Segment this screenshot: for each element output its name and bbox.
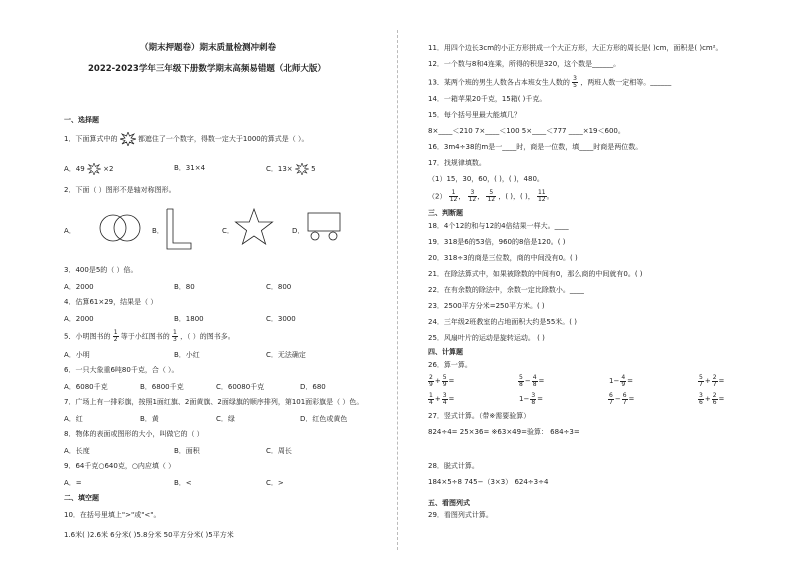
calc-expression: [698, 392, 725, 406]
fraction-denominator: 12: [449, 196, 458, 203]
question-27-items: 824÷4= 25×36= ※63×49=验算： 684÷3=: [428, 428, 580, 436]
operator: +: [704, 377, 711, 385]
fraction-denominator: 8: [531, 398, 536, 406]
calc-expression: [428, 392, 455, 406]
fraction-denominator: 9: [429, 380, 433, 388]
operator: =: [448, 395, 455, 403]
operator: =: [718, 395, 725, 403]
q1-option-a-text: A．49: [64, 165, 85, 173]
q5-option-a[interactable]: A．小明: [64, 351, 90, 359]
fraction-denominator: 6: [712, 398, 717, 406]
fraction: [530, 393, 536, 406]
fraction-denominator: 4: [442, 398, 447, 406]
operator: =: [627, 377, 634, 385]
q1-option-a-text-2: ×2: [103, 165, 114, 173]
q1-option-c-text-2: 5: [311, 165, 316, 173]
question-6: 6．一只大象重6吨80千克，合（ ）。: [64, 366, 179, 374]
question-17-part-2-label: （2）: [428, 192, 447, 201]
fraction-denominator: 8: [519, 380, 523, 388]
fraction: [712, 393, 718, 406]
fraction-numerator: 3: [442, 391, 447, 399]
fraction-denominator: 6: [699, 398, 703, 406]
operator: 1−: [519, 395, 530, 403]
fraction-numerator: 5: [486, 190, 496, 197]
q1-option-c-text: C．13×: [266, 165, 293, 173]
section-heading-picture: 五、看图列式: [428, 499, 470, 507]
q6-option-d[interactable]: D．680: [300, 383, 326, 391]
fraction-numerator: 5: [442, 373, 447, 381]
operator: =: [538, 377, 545, 385]
question-2: 2．下面（ ）图形不是轴对称图形。: [64, 186, 176, 194]
q2-option-c[interactable]: C．: [222, 227, 234, 235]
section-heading-judge: 三、判断题: [428, 209, 463, 217]
fraction-denominator: 3: [173, 336, 177, 343]
q8-option-a[interactable]: A．长度: [64, 447, 90, 455]
operator: −: [614, 395, 621, 403]
fraction-numerator: 3: [699, 391, 703, 399]
fraction-denominator: 5: [573, 82, 577, 89]
fraction-numerator: 3: [468, 190, 478, 197]
fraction-numerator: 5: [699, 373, 703, 381]
q5-option-c[interactable]: C．无法确定: [266, 351, 306, 359]
operator: =: [718, 377, 725, 385]
q9-option-c[interactable]: C．>: [266, 479, 284, 487]
q3-option-b[interactable]: B．80: [174, 283, 195, 291]
q3-option-c[interactable]: C．800: [266, 283, 292, 291]
fraction: [712, 375, 718, 388]
fraction-numerator: 4: [621, 373, 626, 381]
q4-option-c[interactable]: C．3000: [266, 315, 296, 323]
splat-icon: [120, 132, 136, 146]
question-12: 12．一个数与8和4连乘，所得的积是320，这个数是______。: [428, 60, 621, 68]
fraction-denominator: 9: [621, 380, 626, 388]
q9-option-a[interactable]: A．=: [64, 479, 82, 487]
fraction: [532, 375, 538, 388]
question-7: 7．广场上有一排彩旗，按照1面红旗、2面黄旗、2面绿旗的顺序排列，第101面彩旗是（ ）色。: [64, 398, 364, 406]
fraction: [172, 330, 178, 343]
section-heading-calc: 四、计算题: [428, 348, 463, 356]
question-5-text-b: 等于小红图书的: [120, 332, 170, 341]
q4-option-b[interactable]: B．1800: [174, 315, 204, 323]
operator: +: [704, 395, 711, 403]
fraction: [442, 375, 448, 388]
question-15-items: 8×____＜210 7×____＜100 5×____＜777 ____×19＜600。: [428, 127, 625, 135]
operator: +: [434, 377, 441, 385]
question-15: 15．每个括号里最大能填几？: [428, 111, 521, 119]
q5-option-b[interactable]: B．小红: [174, 351, 200, 359]
fraction-denominator: 12: [537, 196, 546, 203]
question-1-text-b: 都遮住了一个数字，得数一定大于1000的算式是（ ）。: [137, 135, 309, 143]
q9-option-b[interactable]: B．<: [174, 479, 192, 487]
question-27: 27．竖式计算。（带※需要验算）: [428, 412, 531, 420]
question-28: 28．脱式计算。: [428, 462, 479, 470]
question-25: 25．风扇叶片的运动是旋转运动。 ( ): [428, 334, 545, 342]
fraction-numerator: 3: [531, 391, 536, 399]
fraction: [113, 330, 119, 343]
star-icon: [234, 207, 274, 247]
question-3: 3．400是5的（ ）倍。: [64, 266, 138, 274]
question-10-items: 1.6米( )2.6米 6分米( )5.8分米 50平方分米( )5平方米: [64, 531, 234, 539]
section-heading-choice: 一、选择题: [64, 116, 99, 124]
question-5-text-c: ，（ ）的图书多。: [180, 332, 235, 341]
l-shape-icon: [165, 207, 193, 251]
question-9: 9．64千克○640克，○内应填（ ）: [64, 462, 176, 470]
calc-expression: [608, 374, 634, 388]
fraction-numerator: 11: [537, 189, 546, 196]
two-circles-icon: [96, 208, 144, 248]
q7-option-d[interactable]: D．红色或黄色: [300, 415, 348, 423]
q2-option-d[interactable]: D．: [292, 227, 305, 235]
fraction: [537, 190, 547, 203]
q6-option-a[interactable]: A．6080千克: [64, 383, 108, 391]
fraction-denominator: 8: [532, 380, 537, 388]
q1-option-b[interactable]: B．31×4: [174, 164, 206, 172]
fraction-denominator: 4: [429, 398, 433, 406]
calc-expression: [518, 392, 544, 406]
question-22: 22．在有余数的除法中，余数一定比除数小。____: [428, 286, 584, 294]
question-1: [64, 132, 308, 146]
fraction-numerator: 4: [532, 373, 537, 381]
fraction: [698, 375, 704, 388]
operator: −: [524, 377, 531, 385]
q2-option-b[interactable]: B．: [152, 227, 164, 235]
fraction-denominator: 7: [609, 398, 613, 406]
question-29: 29．看图列式计算。: [428, 511, 493, 519]
operator: =: [537, 395, 544, 403]
page-title: （期末押题卷）期末质量检测冲刺卷: [140, 43, 277, 53]
fraction-numerator: 2: [429, 373, 433, 381]
question-11: 11．用四个边长3cm的小正方形拼成一个大正方形，大正方形的周长是( )cm，面积是( )cm²。: [428, 44, 723, 52]
q6-option-b[interactable]: B．6800千克: [140, 383, 184, 391]
question-13: [428, 76, 671, 89]
fraction-numerator: 1: [429, 391, 433, 399]
q6-option-c[interactable]: C．60080千克: [216, 383, 265, 391]
question-24: 24．三年级2班教室的占地面积大约是55米。( ): [428, 318, 577, 326]
question-17: 17．找规律填数。: [428, 159, 486, 167]
fraction-denominator: 9: [442, 380, 447, 388]
question-23: 23．2500平方分米=250平方米。( ): [428, 302, 545, 310]
q1-option-c[interactable]: [266, 163, 316, 175]
fraction-denominator: 7: [712, 380, 717, 388]
operator: =: [448, 377, 455, 385]
q4-option-a[interactable]: A．2000: [64, 315, 94, 323]
fraction-denominator: 7: [622, 398, 627, 406]
q1-option-a[interactable]: [64, 163, 114, 175]
question-10: 10．在括号里填上">"或"<"。: [64, 511, 161, 519]
question-1-text-a: 1．下面算式中的: [64, 135, 118, 143]
fraction-numerator: 2: [712, 391, 717, 399]
fraction: [608, 393, 614, 406]
q3-option-a[interactable]: A．2000: [64, 283, 94, 291]
fraction: [442, 393, 448, 406]
fraction-denominator: 7: [699, 380, 703, 388]
operator: 1−: [609, 377, 620, 385]
question-5-text-a: 5．小明图书的: [64, 332, 111, 341]
question-28-items: 184×5÷8 745−（3×3） 624÷3÷4: [428, 478, 549, 486]
right-column: [398, 0, 794, 562]
fraction: [622, 393, 628, 406]
fraction: [428, 393, 434, 406]
q8-option-b[interactable]: B．面积: [174, 447, 200, 455]
fraction-denominator: 2: [113, 336, 118, 343]
fraction: [449, 190, 459, 203]
fraction: [620, 375, 626, 388]
fraction: [518, 375, 524, 388]
splat-icon: [87, 163, 101, 175]
question-16: 16．3m4÷38的m是一____时，商是一位数，填____时商是两位数。: [428, 143, 643, 151]
question-13-text-b: ，两班人数一定相等。______: [580, 78, 672, 87]
calc-expression: [428, 374, 455, 388]
question-17-part-2-blanks: ，( )，( )，: [498, 192, 535, 201]
operator: =: [628, 395, 635, 403]
fraction-denominator: 12: [468, 196, 477, 203]
fraction-numerator: 2: [712, 373, 717, 381]
question-17-part-1: （1）15，30，60，( )，( )，480。: [428, 175, 544, 183]
question-20: 20．318÷3的商是三位数，商的中间没有0。( ): [428, 254, 578, 262]
fraction-numerator: 3: [573, 75, 577, 82]
fraction-denominator: 12: [487, 196, 496, 203]
question-18: 18．4个12的和与12的4倍结果一样大。____: [428, 222, 569, 230]
fraction-numerator: 5: [519, 373, 523, 381]
fraction: [468, 190, 478, 203]
fraction-numerator: 6: [609, 391, 613, 399]
calc-expression: [608, 392, 635, 406]
fraction: [698, 393, 704, 406]
cart-icon: [306, 210, 342, 242]
q7-option-c[interactable]: C．绿: [216, 415, 235, 423]
fraction: [428, 375, 434, 388]
question-4: 4．估算61×29，结果是（ ）: [64, 298, 158, 306]
question-26: 26．算一算。: [428, 361, 472, 369]
fraction-numerator: 1: [173, 329, 177, 336]
fraction-numerator: 6: [622, 391, 627, 399]
q7-option-b[interactable]: B．黄: [140, 415, 159, 423]
operator: +: [434, 395, 441, 403]
q7-option-a[interactable]: A．红: [64, 415, 83, 423]
question-21: 21．在除法算式中，如果被除数的中间有0，那么商的中间就有0。( ): [428, 270, 643, 278]
fraction: [572, 76, 578, 89]
question-19: 19．318是6的53倍，960的8倍是120。( ): [428, 238, 566, 246]
q8-option-c[interactable]: C．周长: [266, 447, 292, 455]
question-14: 14．一箱苹果20千克，15箱( )千克。: [428, 95, 547, 103]
q2-option-a[interactable]: A．: [64, 227, 76, 235]
question-8: 8．物体的表面或图形的大小，叫做它的（ ）: [64, 430, 204, 438]
calc-expression: [518, 374, 545, 388]
question-5: [64, 330, 235, 343]
calc-expression: [698, 374, 725, 388]
question-17-part-2: （2） $\frac{1}{12}$ ， $\frac{3}{12}$ ， $\frac{5}{12}$ ，( )，( )， $\frac{11}{12}$ 。: [428, 189, 554, 203]
question-13-text-a: 13．某两个班的男生人数各占本班女生人数的: [428, 78, 570, 87]
fraction: [486, 190, 496, 203]
splat-icon: [295, 163, 309, 175]
fraction-numerator: 1: [449, 190, 459, 197]
page-subtitle: 2022-2023学年三年级下册数学期末高频易错题（北师大版）: [88, 64, 326, 74]
fraction-numerator: 1: [113, 329, 118, 336]
section-heading-fill: 二、填空题: [64, 494, 99, 502]
